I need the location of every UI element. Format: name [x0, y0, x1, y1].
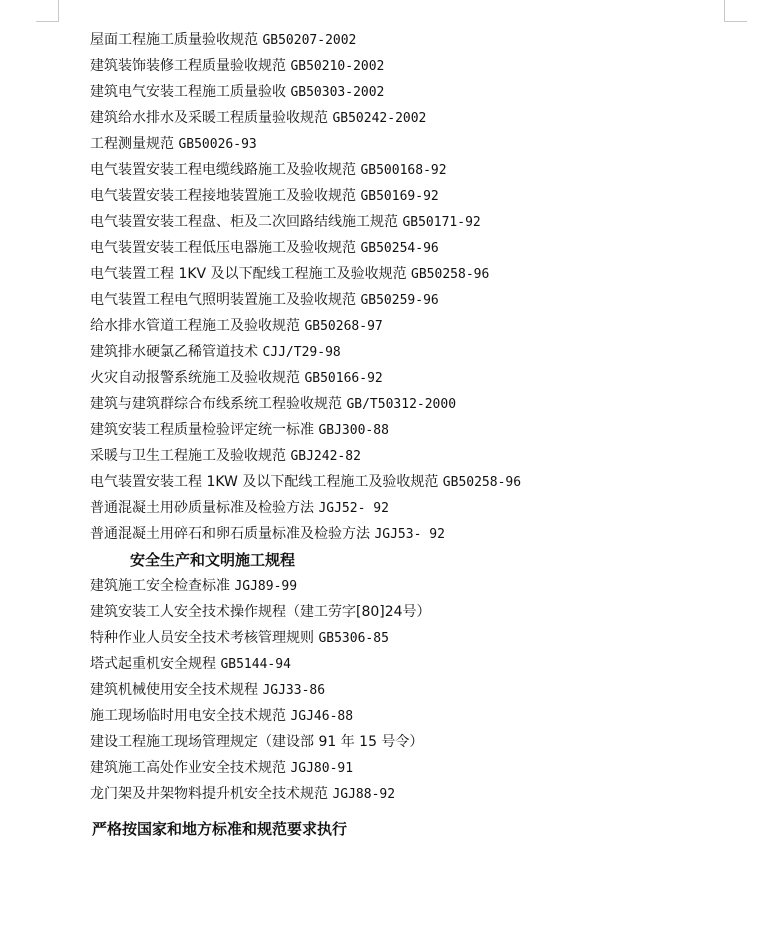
safety-standard-entry [90, 729, 750, 755]
safety-standard-entry-title: 龙门架及井架物料提升机安全技术规范 [90, 786, 328, 802]
safety-standard-entry-title: 建设工程施工现场管理规定（建设部 91 年 15 号令） [90, 734, 424, 750]
standard-entry-code: GB50026-93 [178, 137, 257, 152]
safety-standard-entry [90, 599, 750, 625]
standard-entry-code: JGJ53- 92 [374, 527, 445, 542]
standard-entry [90, 105, 750, 131]
standard-entry-code: GB50169-92 [360, 189, 439, 204]
safety-standard-entry-title: 建筑安装工人安全技术操作规程（建工劳字[80]24号） [90, 604, 431, 620]
standard-entry [90, 287, 750, 313]
safety-standard-entry [90, 703, 750, 729]
section-heading-safety: 安全生产和文明施工规程 [130, 551, 296, 569]
standard-entry-code: GB50171-92 [402, 215, 481, 230]
safety-standard-entry-title: 特种作业人员安全技术考核管理规则 [90, 630, 314, 646]
standard-entry-code: GB50303-2002 [290, 85, 385, 100]
safety-standard-entry-title: 建筑施工高处作业安全技术规范 [90, 760, 286, 776]
standard-entry-code: GB50258-96 [411, 267, 490, 282]
standard-entry-code: GB50242-2002 [332, 111, 427, 126]
standard-entry-code: GBJ242-82 [290, 449, 361, 464]
safety-standard-entry-code: JGJ88-92 [332, 787, 396, 802]
standard-entry-code: CJJ/T29-98 [262, 345, 341, 360]
safety-standard-entry-code: JGJ89-99 [234, 579, 298, 594]
standard-entry-title: 建筑装饰装修工程质量验收规范 [90, 58, 286, 74]
standard-entry [90, 313, 750, 339]
safety-standard-entry-title: 施工现场临时用电安全技术规范 [90, 708, 286, 724]
standard-entry-code: GB50258-96 [442, 475, 522, 490]
safety-standard-entry [90, 677, 750, 703]
standard-entry [90, 131, 750, 157]
standard-entry-title: 普通混凝土用碎石和卵石质量标准及检验方法 [90, 526, 370, 542]
safety-standard-entry-code: GB5306-85 [318, 631, 389, 646]
standard-entry [90, 209, 750, 235]
standard-entry-title: 火灾自动报警系统施工及验收规范 [90, 370, 300, 386]
standard-entry-title: 电气装置安装工程 1KW 及以下配线工程施工及验收规范 [90, 474, 439, 490]
standard-entry-code: GB50268-97 [304, 319, 383, 334]
standard-entry-code: GB50210-2002 [290, 59, 385, 74]
standard-entry-title: 给水排水管道工程施工及验收规范 [90, 318, 300, 334]
standard-entry [90, 53, 750, 79]
safety-standard-entry [90, 625, 750, 651]
standard-entry-title: 电气装置工程电气照明装置施工及验收规范 [90, 292, 356, 308]
standard-entry [90, 521, 750, 547]
safety-standard-entry-title: 塔式起重机安全规程 [90, 656, 216, 672]
standard-entry [90, 157, 750, 183]
safety-standard-entry-code: JGJ33-86 [262, 683, 326, 698]
standard-entry-code: GB50254-96 [360, 241, 439, 256]
standard-entry [90, 261, 750, 287]
standard-entry-code: GB50166-92 [304, 371, 383, 386]
standard-entry [90, 469, 750, 495]
safety-standard-entry-code: GB5144-94 [220, 657, 291, 672]
standard-entry-title: 屋面工程施工质量验收规范 [90, 32, 258, 48]
standard-entry [90, 495, 750, 521]
standards-list [90, 27, 750, 547]
safety-standard-entry-title: 建筑机械使用安全技术规程 [90, 682, 258, 698]
standard-entry-code: GB50259-96 [360, 293, 439, 308]
standard-entry-title: 电气装置安装工程电缆线路施工及验收规范 [90, 162, 356, 178]
standard-entry-title: 建筑电气安装工程施工质量验收 [90, 84, 286, 100]
crop-mark-top-left-vertical [58, 0, 59, 22]
standard-entry [90, 235, 750, 261]
safety-standard-entry-title: 建筑施工安全检查标准 [90, 578, 230, 594]
safety-standard-entry-code: JGJ80-91 [290, 761, 354, 776]
document-body [90, 27, 750, 807]
standard-entry-title: 普通混凝土用砂质量标准及检验方法 [90, 500, 314, 516]
standard-entry [90, 443, 750, 469]
crop-mark-top-right-horizontal [724, 21, 747, 22]
standard-entry-code: GB50207-2002 [262, 33, 357, 48]
standard-entry [90, 339, 750, 365]
standard-entry-title: 建筑给水排水及采暖工程质量验收规范 [90, 110, 328, 126]
safety-standards-list [90, 573, 750, 807]
standard-entry-title: 采暖与卫生工程施工及验收规范 [90, 448, 286, 464]
standard-entry-title: 电气装置安装工程接地装置施工及验收规范 [90, 188, 356, 204]
standard-entry-code: GB/T50312-2000 [346, 397, 457, 412]
safety-standard-entry [90, 573, 750, 599]
standard-entry [90, 79, 750, 105]
standard-entry-title: 建筑安装工程质量检验评定统一标准 [90, 422, 314, 438]
safety-standard-entry [90, 755, 750, 781]
safety-standard-entry [90, 651, 750, 677]
standard-entry-title: 电气装置工程 1KV 及以下配线工程施工及验收规范 [90, 266, 407, 282]
standard-entry-title: 工程测量规范 [90, 136, 174, 152]
standard-entry-title: 建筑排水硬氯乙稀管道技术 [90, 344, 258, 360]
safety-standard-entry-code: JGJ46-88 [290, 709, 354, 724]
standard-entry-title: 电气装置安装工程盘、柜及二次回路结线施工规范 [90, 214, 398, 230]
standard-entry [90, 183, 750, 209]
standard-entry-code: JGJ52- 92 [318, 501, 389, 516]
safety-standard-entry [90, 781, 750, 807]
closing-statement: 严格按国家和地方标准和规范要求执行 [92, 820, 348, 838]
standard-entry-code: GB500168-92 [360, 163, 447, 178]
standard-entry-title: 建筑与建筑群综合布线系统工程验收规范 [90, 396, 342, 412]
standard-entry [90, 391, 750, 417]
crop-mark-top-left-horizontal [36, 21, 59, 22]
crop-mark-top-right-vertical [724, 0, 725, 22]
standard-entry [90, 27, 750, 53]
standard-entry [90, 365, 750, 391]
standard-entry-code: GBJ300-88 [318, 423, 389, 438]
standard-entry-title: 电气装置安装工程低压电器施工及验收规范 [90, 240, 356, 256]
standard-entry [90, 417, 750, 443]
